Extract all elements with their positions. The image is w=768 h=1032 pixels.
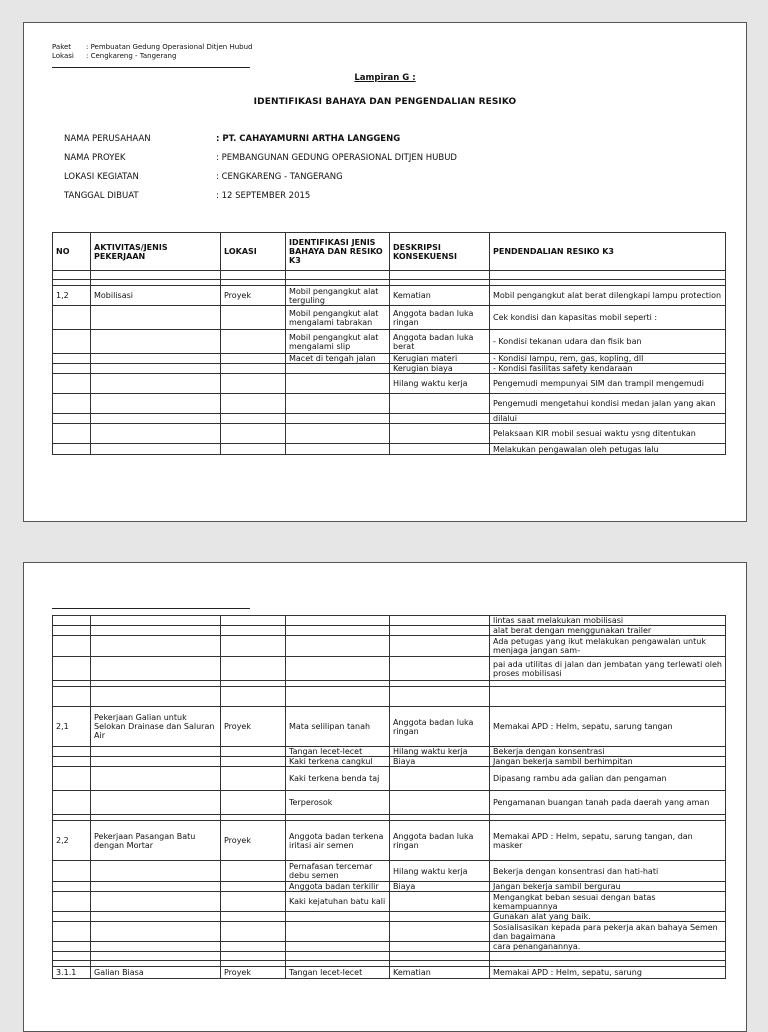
- lokasi-cell: [221, 882, 286, 892]
- identifikasi-cell: Anggota badan terkilir: [286, 882, 390, 892]
- no-cell: [53, 757, 91, 767]
- deskripsi-cell: [390, 636, 490, 657]
- document-page-1: [23, 22, 747, 522]
- deskripsi-cell: Hilang waktu kerja: [390, 861, 490, 882]
- document-title: IDENTIFIKASI BAHAYA DAN PENGENDALIAN RESIKO: [253, 97, 517, 107]
- no-cell: [53, 626, 91, 636]
- no-cell: [53, 394, 91, 414]
- no-cell: [53, 444, 91, 455]
- deskripsi-cell: Kematian: [390, 286, 490, 306]
- identifikasi-cell: Mobil pengangkut alat mengalami tabrakan: [286, 306, 390, 330]
- no-cell: 2,2: [53, 821, 91, 861]
- lokasi-cell: Proyek: [221, 286, 286, 306]
- lokasi-cell: Proyek: [221, 707, 286, 747]
- deskripsi-cell: [390, 394, 490, 414]
- table-row: [53, 757, 726, 767]
- pengendalian-cell: cara penanganannya.: [490, 942, 726, 952]
- table-row: [53, 394, 726, 414]
- no-cell: [53, 767, 91, 791]
- info-row: [64, 129, 457, 148]
- lokasi-cell: Proyek: [221, 821, 286, 861]
- identifikasi-cell: [286, 424, 390, 444]
- pengendalian-cell: Melakukan pengawalan oleh petugas lalu: [490, 444, 726, 455]
- deskripsi-cell: Biaya: [390, 882, 490, 892]
- info-value: : CENGKARENG - TANGERANG: [216, 171, 343, 182]
- aktivitas-cell: [91, 687, 221, 707]
- table-row: [53, 657, 726, 681]
- aktivitas-cell: Galian Biasa: [91, 967, 221, 979]
- project-info: [64, 129, 457, 205]
- pengendalian-cell: Bekerja dengan konsentrasi: [490, 747, 726, 757]
- no-cell: [53, 882, 91, 892]
- table-row: [53, 636, 726, 657]
- deskripsi-cell: Anggota badan luka ringan: [390, 821, 490, 861]
- deskripsi-cell: Anggota badan luka ringan: [390, 306, 490, 330]
- aktivitas-cell: Pekerjaan Galian untuk Selokan Drainase dan Saluran Air: [91, 707, 221, 747]
- lokasi-label: Lokasi: [52, 52, 74, 60]
- no-cell: [53, 657, 91, 681]
- no-cell: 1,2: [53, 286, 91, 306]
- identifikasi-cell: Kaki terkena cangkul: [286, 757, 390, 767]
- identifikasi-cell: [286, 374, 390, 394]
- identifikasi-cell: Tangan lecet-lecet: [286, 747, 390, 757]
- lokasi-cell: [221, 687, 286, 707]
- aktivitas-cell: [91, 657, 221, 681]
- pengendalian-cell: Bekerja dengan konsentrasi dan hati-hati: [490, 861, 726, 882]
- deskripsi-cell: [390, 892, 490, 912]
- deskripsi-cell: Kematian: [390, 967, 490, 979]
- lokasi-cell: [221, 767, 286, 791]
- identifikasi-cell: Mobil pengangkut alat terguling: [286, 286, 390, 306]
- lokasi-cell: [221, 636, 286, 657]
- lokasi-cell: [221, 861, 286, 882]
- lokasi-cell: [221, 922, 286, 942]
- aktivitas-cell: [91, 791, 221, 815]
- header-divider: [52, 67, 250, 68]
- identifikasi-cell: [286, 394, 390, 414]
- identifikasi-cell: Macet di tengah jalan: [286, 354, 390, 364]
- aktivitas-cell: [91, 626, 221, 636]
- no-cell: [53, 636, 91, 657]
- lokasi-cell: [221, 892, 286, 912]
- info-label: TANGGAL DIBUAT: [64, 190, 139, 201]
- column-header-aktivitas: AKTIVITAS/JENIS PEKERJAAN: [91, 233, 221, 271]
- aktivitas-cell: Mobilisasi: [91, 286, 221, 306]
- table-row: [53, 286, 726, 306]
- lokasi-cell: [221, 616, 286, 626]
- deskripsi-cell: [390, 424, 490, 444]
- deskripsi-cell: [390, 922, 490, 942]
- no-cell: [53, 687, 91, 707]
- lokasi-cell: [221, 364, 286, 374]
- pengendalian-cell: Pelaksaan KIR mobil sesuai waktu ysng ditentukan: [490, 424, 726, 444]
- deskripsi-cell: [390, 912, 490, 922]
- no-cell: 2,1: [53, 707, 91, 747]
- table-row: [53, 424, 726, 444]
- no-cell: [53, 747, 91, 757]
- info-value: : PT. CAHAYAMURNI ARTHA LANGGENG: [216, 133, 401, 144]
- identifikasi-cell: Tangan lecet-lecet: [286, 967, 390, 979]
- table-row: [53, 616, 726, 626]
- pengendalian-cell: Pengemudi mempunyai SIM dan trampil mengemudi: [490, 374, 726, 394]
- no-cell: 3.1.1: [53, 967, 91, 979]
- deskripsi-cell: [390, 414, 490, 424]
- pengendalian-cell: Cek kondisi dan kapasitas mobil seperti :: [490, 306, 726, 330]
- table-row: [53, 942, 726, 952]
- deskripsi-cell: [390, 952, 490, 961]
- table-row: [53, 687, 726, 707]
- deskripsi-cell: [390, 687, 490, 707]
- no-cell: [53, 892, 91, 912]
- lampiran-label: Lampiran G :: [354, 73, 416, 83]
- aktivitas-cell: [91, 912, 221, 922]
- deskripsi-cell: Hilang waktu kerja: [390, 747, 490, 757]
- aktivitas-cell: Pekerjaan Pasangan Batu dengan Mortar: [91, 821, 221, 861]
- lokasi-cell: [221, 952, 286, 961]
- table-row: [53, 952, 726, 961]
- aktivitas-cell: [91, 364, 221, 374]
- identifikasi-cell: [286, 942, 390, 952]
- pengendalian-cell: [490, 952, 726, 961]
- info-row: [64, 186, 457, 205]
- pengendalian-cell: [490, 687, 726, 707]
- pengendalian-cell: dilalui: [490, 414, 726, 424]
- table-row: [53, 747, 726, 757]
- pengendalian-cell: pai ada utilitas di jalan dan jembatan yang terlewati oleh proses mobilisasi: [490, 657, 726, 681]
- table-row: [53, 882, 726, 892]
- column-header-deskripsi: DESKRIPSI KONSEKUENSI: [390, 233, 490, 271]
- table-row: [53, 626, 726, 636]
- deskripsi-cell: [390, 791, 490, 815]
- lokasi-cell: [221, 912, 286, 922]
- column-header-pengendalian: PENDENDALIAN RESIKO K3: [490, 233, 726, 271]
- info-label: LOKASI KEGIATAN: [64, 171, 139, 182]
- identifikasi-cell: [286, 414, 390, 424]
- pengendalian-cell: Pengamanan buangan tanah pada daerah yang aman: [490, 791, 726, 815]
- document-header: [52, 43, 252, 61]
- lokasi-cell: [221, 444, 286, 455]
- table-row: [53, 922, 726, 942]
- pengendalian-cell: - Kondisi tekanan udara dan fisik ban: [490, 330, 726, 354]
- aktivitas-cell: [91, 942, 221, 952]
- aktivitas-cell: [91, 882, 221, 892]
- lokasi-cell: Proyek: [221, 967, 286, 979]
- identifikasi-cell: Kaki kejatuhan batu kali: [286, 892, 390, 912]
- aktivitas-cell: [91, 861, 221, 882]
- table-row: [53, 892, 726, 912]
- table-row: [53, 767, 726, 791]
- deskripsi-cell: Kerugian biaya: [390, 364, 490, 374]
- no-cell: [53, 912, 91, 922]
- info-label: NAMA PROYEK: [64, 152, 126, 163]
- aktivitas-cell: [91, 636, 221, 657]
- pengendalian-cell: Mengangkat beban sesuai dengan batas kemampuannya: [490, 892, 726, 912]
- aktivitas-cell: [91, 757, 221, 767]
- pengendalian-cell: alat berat dengan menggunakan trailer: [490, 626, 726, 636]
- table-row: [53, 912, 726, 922]
- table-row: [53, 306, 726, 330]
- aktivitas-cell: [91, 394, 221, 414]
- lokasi-cell: [221, 757, 286, 767]
- lokasi-cell: [221, 626, 286, 636]
- paket-label: Paket: [52, 43, 72, 51]
- identifikasi-cell: [286, 687, 390, 707]
- deskripsi-cell: [390, 767, 490, 791]
- aktivitas-cell: [91, 922, 221, 942]
- deskripsi-cell: [390, 616, 490, 626]
- deskripsi-cell: [390, 444, 490, 455]
- aktivitas-cell: [91, 374, 221, 394]
- no-cell: [53, 942, 91, 952]
- pengendalian-cell: Memakai APD : Helm, sepatu, sarung: [490, 967, 726, 979]
- deskripsi-cell: Hilang waktu kerja: [390, 374, 490, 394]
- info-label: NAMA PERUSAHAAN: [64, 133, 151, 144]
- pengendalian-cell: [490, 271, 726, 280]
- aktivitas-cell: [91, 306, 221, 330]
- aktivitas-cell: [91, 271, 221, 280]
- no-cell: [53, 922, 91, 942]
- aktivitas-cell: [91, 444, 221, 455]
- table-row: [53, 364, 726, 374]
- pengendalian-cell: Memakai APD : Helm, sepatu, sarung tangan: [490, 707, 726, 747]
- hazard-table-page-2: [52, 615, 726, 979]
- pengendalian-cell: Dipasang rambu ada galian dan pengaman: [490, 767, 726, 791]
- deskripsi-cell: Biaya: [390, 757, 490, 767]
- deskripsi-cell: [390, 657, 490, 681]
- pengendalian-cell: Mobil pengangkut alat berat dilengkapi lampu protection: [490, 286, 726, 306]
- lokasi-cell: [221, 330, 286, 354]
- lokasi-cell: [221, 791, 286, 815]
- no-cell: [53, 306, 91, 330]
- pengendalian-cell: Sosialisasikan kepada para pekerja akan bahaya Semen dan bagaimana: [490, 922, 726, 942]
- table-row: [53, 444, 726, 455]
- identifikasi-cell: [286, 952, 390, 961]
- identifikasi-cell: Mobil pengangkut alat mengalami slip: [286, 330, 390, 354]
- lokasi-cell: [221, 942, 286, 952]
- identifikasi-cell: [286, 626, 390, 636]
- no-cell: [53, 374, 91, 394]
- paket-value: : Pembuatan Gedung Operasional Ditjen Hubud: [86, 43, 253, 51]
- no-cell: [53, 354, 91, 364]
- identifikasi-cell: Terperosok: [286, 791, 390, 815]
- table-row: [53, 354, 726, 364]
- deskripsi-cell: Anggota badan luka ringan: [390, 707, 490, 747]
- table-row: [53, 707, 726, 747]
- aktivitas-cell: [91, 414, 221, 424]
- aktivitas-cell: [91, 424, 221, 444]
- lokasi-cell: [221, 394, 286, 414]
- table-row: [53, 374, 726, 394]
- identifikasi-cell: [286, 364, 390, 374]
- aktivitas-cell: [91, 354, 221, 364]
- no-cell: [53, 952, 91, 961]
- lokasi-cell: [221, 747, 286, 757]
- identifikasi-cell: [286, 922, 390, 942]
- no-cell: [53, 616, 91, 626]
- lokasi-cell: [221, 374, 286, 394]
- pengendalian-cell: Jangan bekerja sambil berhimpitan: [490, 757, 726, 767]
- table-row: [53, 861, 726, 882]
- pengendalian-cell: Ada petugas yang ikut melakukan pengawalan untuk menjaga jangan sam-: [490, 636, 726, 657]
- lokasi-cell: [221, 271, 286, 280]
- hazard-table-page-1: [52, 232, 726, 455]
- aktivitas-cell: [91, 767, 221, 791]
- table-row: [53, 271, 726, 280]
- identifikasi-cell: [286, 616, 390, 626]
- identifikasi-cell: [286, 636, 390, 657]
- lokasi-cell: [221, 414, 286, 424]
- aktivitas-cell: [91, 616, 221, 626]
- no-cell: [53, 271, 91, 280]
- deskripsi-cell: [390, 271, 490, 280]
- pengendalian-cell: Memakai APD : Helm, sepatu, sarung tangan, dan masker: [490, 821, 726, 861]
- lokasi-cell: [221, 306, 286, 330]
- info-row: [64, 167, 457, 186]
- no-cell: [53, 364, 91, 374]
- table-row: [53, 330, 726, 354]
- identifikasi-cell: Anggota badan terkena iritasi air semen: [286, 821, 390, 861]
- info-value: : 12 SEPTEMBER 2015: [216, 190, 311, 201]
- identifikasi-cell: Pernafasan tercemar debu semen: [286, 861, 390, 882]
- identifikasi-cell: [286, 657, 390, 681]
- pengendalian-cell: lintas saat melakukan mobilisasi: [490, 616, 726, 626]
- table-row: [53, 821, 726, 861]
- table-row: [53, 967, 726, 979]
- identifikasi-cell: Kaki terkena benda taj: [286, 767, 390, 791]
- deskripsi-cell: Kerugian materi: [390, 354, 490, 364]
- pengendalian-cell: Gunakan alat yang baik.: [490, 912, 726, 922]
- lokasi-cell: [221, 424, 286, 444]
- column-header-identifikasi: IDENTIFIKASI JENIS BAHAYA DAN RESIKO K3: [286, 233, 390, 271]
- column-header-no: NO: [53, 233, 91, 271]
- no-cell: [53, 791, 91, 815]
- column-header-lokasi: LOKASI: [221, 233, 286, 271]
- identifikasi-cell: [286, 444, 390, 455]
- table-header-row: [53, 233, 726, 271]
- deskripsi-cell: Anggota badan luka berat: [390, 330, 490, 354]
- identifikasi-cell: [286, 271, 390, 280]
- deskripsi-cell: [390, 942, 490, 952]
- identifikasi-cell: Mata selilipan tanah: [286, 707, 390, 747]
- deskripsi-cell: [390, 626, 490, 636]
- document-page-2: [23, 562, 747, 1032]
- lokasi-cell: [221, 657, 286, 681]
- pengendalian-cell: - Kondisi lampu, rem, gas, kopling, dll: [490, 354, 726, 364]
- header-divider: [52, 608, 250, 609]
- aktivitas-cell: [91, 330, 221, 354]
- no-cell: [53, 414, 91, 424]
- no-cell: [53, 424, 91, 444]
- no-cell: [53, 861, 91, 882]
- table-row: [53, 414, 726, 424]
- aktivitas-cell: [91, 747, 221, 757]
- aktivitas-cell: [91, 952, 221, 961]
- pengendalian-cell: Jangan bekerja sambil bergurau: [490, 882, 726, 892]
- identifikasi-cell: [286, 912, 390, 922]
- no-cell: [53, 330, 91, 354]
- table-row: [53, 791, 726, 815]
- pengendalian-cell: - Kondisi fasilitas safety kendaraan: [490, 364, 726, 374]
- lokasi-value: : Cengkareng - Tangerang: [86, 52, 177, 60]
- aktivitas-cell: [91, 892, 221, 912]
- info-row: [64, 148, 457, 167]
- info-value: : PEMBANGUNAN GEDUNG OPERASIONAL DITJEN HUBUD: [216, 152, 457, 163]
- lokasi-cell: [221, 354, 286, 364]
- pengendalian-cell: Pengemudi mengetahui kondisi medan jalan yang akan: [490, 394, 726, 414]
